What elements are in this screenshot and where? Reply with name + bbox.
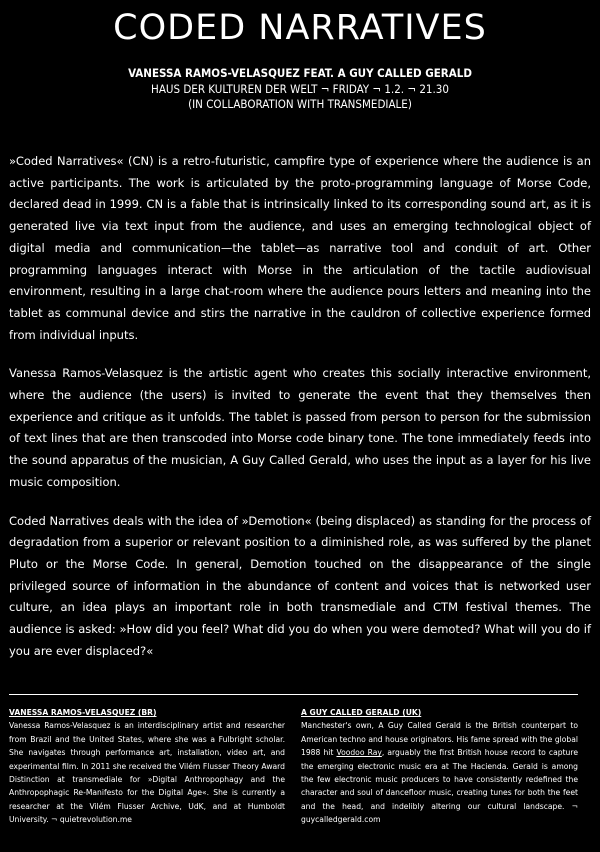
venue-date-line: HAUS DER KULTUREN DER WELT ¬ FRIDAY ¬ 1.2. ¬ 21.30 <box>151 81 449 96</box>
bio-text-gerald-start: Manchester's own, A Guy Called Gerald is the British counterpart to American techno and house originators. His fame spread with the global 1988 hit <box>301 721 578 758</box>
bio-text-gerald-end: , arguably the first British house record to capture the emerging electronic music era at The Hacienda. Gerald is among the few electronic music producers to have consistently redefined the character and soul of dancefloor music, creating tunes for both the feet and the head, and indelibly altering our cultural landscape. ¬ guycalledgerald.com <box>301 748 578 825</box>
bio-heading-gerald: A GUY CALLED GERALD (UK) <box>301 708 422 717</box>
description-body <box>9 151 591 679</box>
bio-gerald <box>301 706 578 827</box>
bio-vanessa <box>9 706 285 827</box>
paragraph-artist: Vanessa Ramos-Velasquez is the artistic agent who creates this socially interactive environment, where the audience (the users) is invited to generate the event that they themselves then experience and critique as it unfolds. The tablet is passed from person to person for the submission of text lines that are then transcoded into Morse code binary tone. The tone immediately feeds into the sound apparatus of the musician, A Guy Called Gerald, who uses the input as a layer for his live music composition. <box>9 366 591 489</box>
divider-rule <box>9 694 578 695</box>
paragraph-demotion: Coded Narratives deals with the idea of »Demotion« (being displaced) as standing for the process of degradation from a superior or relevant position to a diminished role, as was suffered by the planet Pluto or the Morse Code. In general, Demotion touched on the disappearance of the single privileged source of information in the abundance of content and voices that is networked user culture, an idea plays an important role in both transmediale and CTM festival themes. The audience is asked: »How did you feel? What did you do when you were demoted? What will you do if you are ever displaced?« <box>9 513 591 658</box>
event-subheading <box>0 66 600 113</box>
page-title: CODED NARRATIVES <box>113 8 487 48</box>
paragraph-intro: »Coded Narratives« (CN) is a retro-futuristic, campfire type of experience where the audience is an active participants. The work is articulated by the proto-programming language of Morse Code, declared dead in 1999. CN is a fable that is intrinsically linked to its corresponding sound art, as it is generated live via text input from the audience, and uses an emerging technological object of digital media and communication—the tablet—as narrative tool and conduit of art. Other programming languages interact with Morse in the articulation of the tactile audiovisual environment, resulting in a large chat-room where the audience pours letters and meaning into the tablet as communal device and stirs the narrative in the cauldron of collective experience formed from individual inputs. <box>9 154 591 342</box>
collaboration-line: (IN COLLABORATION WITH TRANSMEDIALE) <box>188 97 412 111</box>
voodoo-ray-link[interactable]: Voodoo Ray <box>336 748 382 758</box>
bio-text-vanessa: Vanessa Ramos-Velasquez is an interdisciplinary artist and researcher from Brazil and the United States, where she was a Fulbright scholar. She navigates through performance art, installation, video art, and experimental film. In 2011 she received the Vilém Flusser Theory Award Distinction at transmediale for »Digital Anthropophagy and the Anthropophagic Re-Manifesto for the Digital Age«. She is currently a researcher at the Vilém Flusser Archive, UdK, and at Humboldt University. ¬ quietrevolution.me <box>9 721 285 825</box>
artists-line: VANESSA RAMOS-VELASQUEZ FEAT. A GUY CALLED GERALD <box>128 66 472 80</box>
bio-heading-vanessa: VANESSA RAMOS-VELASQUEZ (BR) <box>9 708 157 717</box>
